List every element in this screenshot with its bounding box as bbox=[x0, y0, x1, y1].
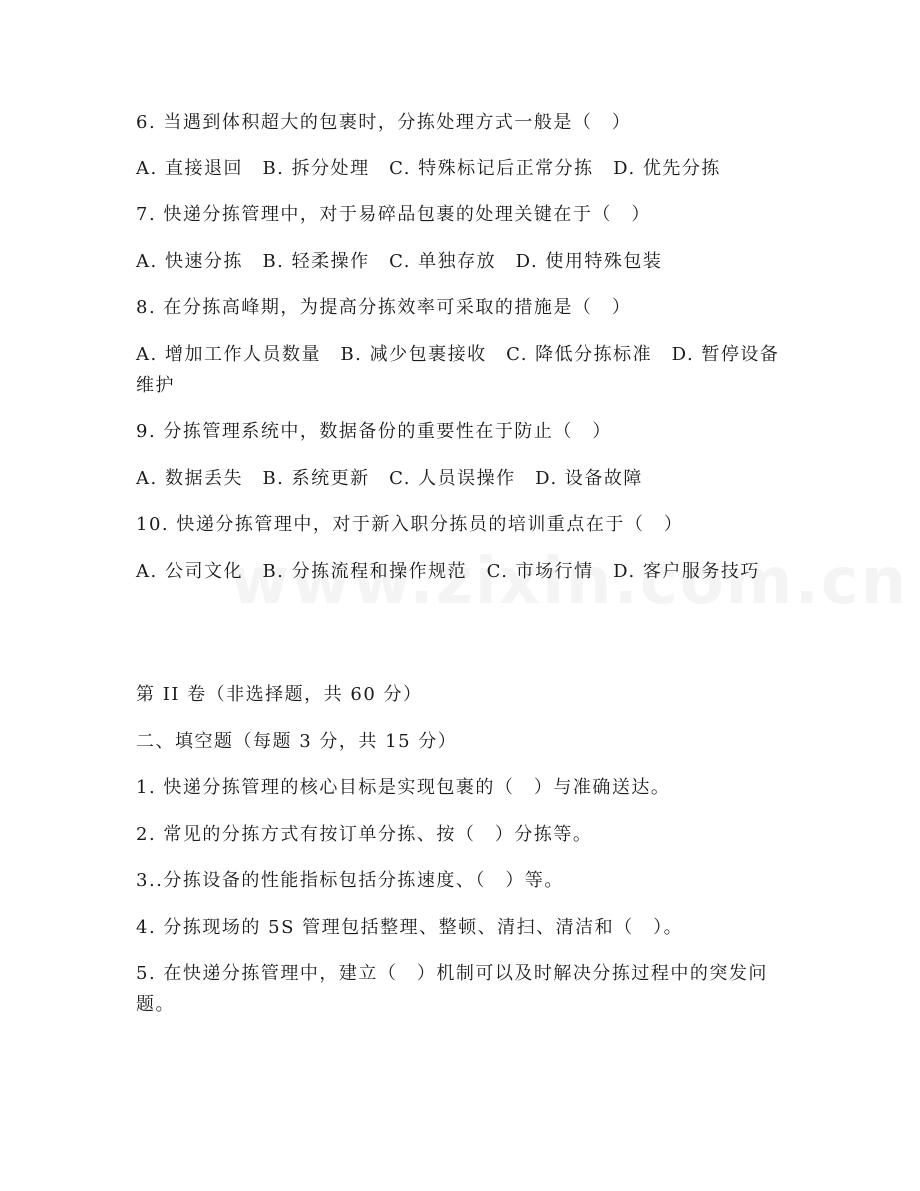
question-10-options: A. 公司文化 B. 分拣流程和操作规范 C. 市场行情 D. 客户服务技巧 bbox=[136, 561, 760, 582]
question-9: 9. 分拣管理系统中，数据备份的重要性在于防止（ ） bbox=[136, 421, 612, 442]
question-7-options: A. 快速分拣 B. 轻柔操作 C. 单独存放 D. 使用特殊包装 bbox=[136, 251, 663, 272]
fill-blank-4: 4. 分拣现场的 5S 管理包括整理、整顿、清扫、清洁和（ ）。 bbox=[136, 917, 684, 938]
question-8: 8. 在分拣高峰期，为提高分拣效率可采取的措施是（ ） bbox=[136, 297, 632, 318]
fill-blank-1: 1. 快递分拣管理的核心目标是实现包裹的（ ）与准确送达。 bbox=[136, 777, 671, 798]
fill-blank-3: 3..分拣设备的性能指标包括分拣速度、（ ）等。 bbox=[136, 870, 564, 891]
fill-blank-2: 2. 常见的分拣方式有按订单分拣、按（ ）分拣等。 bbox=[136, 824, 593, 845]
part-ii-heading: 第 II 卷（非选择题，共 60 分） bbox=[136, 684, 423, 705]
fill-blank-section-title: 二、填空题（每题 3 分，共 15 分） bbox=[136, 731, 458, 752]
question-8-options: A. 增加工作人员数量 B. 减少包裹接收 C. 降低分拣标准 D. 暂停设备维护 bbox=[136, 344, 780, 396]
fill-blank-5: 5. 在快递分拣管理中，建立（ ）机制可以及时解决分拣过程中的突发问题。 bbox=[136, 963, 768, 1015]
question-6-options: A. 直接退回 B. 拆分处理 C. 特殊标记后正常分拣 D. 优先分拣 bbox=[136, 158, 721, 179]
question-7: 7. 快递分拣管理中，对于易碎品包裹的处理关键在于（ ） bbox=[136, 204, 651, 225]
question-10: 10. 快递分拣管理中，对于新入职分拣员的培训重点在于（ ） bbox=[136, 514, 684, 535]
question-9-options: A. 数据丢失 B. 系统更新 C. 人员误操作 D. 设备故障 bbox=[136, 468, 643, 489]
question-6: 6. 当遇到体积超大的包裹时，分拣处理方式一般是（ ） bbox=[136, 112, 632, 133]
